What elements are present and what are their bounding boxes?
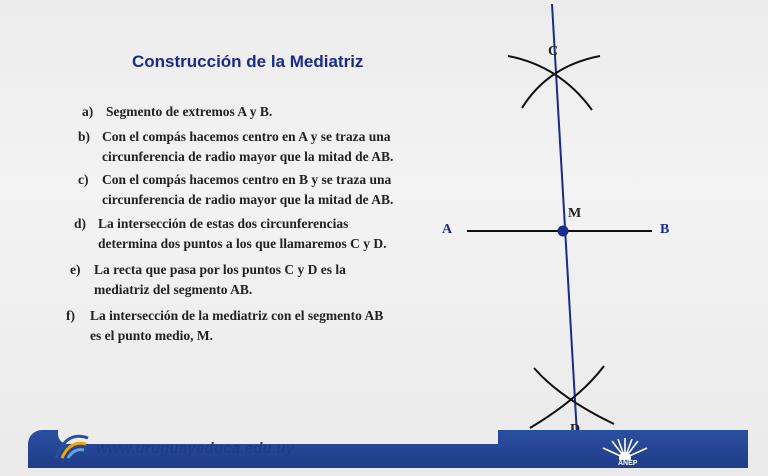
point-a-label: A (442, 222, 453, 237)
step-marker: f) (66, 308, 75, 323)
uruguayeduca-logo-icon (52, 428, 92, 462)
step-marker: c) (78, 172, 89, 187)
step-text-continued: circunferencia de radio mayor que la mitad de AB. (102, 149, 394, 164)
point-c-label: C (548, 44, 559, 59)
step-text: Segmento de extremos A y B. (106, 104, 273, 119)
step-marker: a) (82, 104, 94, 119)
point-m-label: M (568, 206, 582, 221)
footer-link[interactable]: www.uruguayeduca.edu.uy (96, 440, 295, 457)
anep-label: ANEP (618, 460, 638, 467)
step-text-continued: circunferencia de radio mayor que la mitad de AB. (102, 192, 394, 207)
step-marker: d) (74, 216, 87, 231)
slide-title: Construcción de la Mediatriz (132, 52, 364, 71)
step-text-continued: mediatriz del segmento AB. (94, 282, 253, 297)
step-text: Con el compás hacemos centro en B y se traza una (102, 172, 392, 187)
step-text-continued: determina dos puntos a los que llamaremos C y D. (98, 236, 387, 251)
arc-from-a-top (508, 56, 592, 110)
step-text: Con el compás hacemos centro en A y se traza una (102, 129, 391, 144)
step-text: La intersección de estas dos circunferencias (98, 216, 349, 231)
point-b-label: B (660, 222, 670, 237)
step-marker: e) (70, 262, 81, 277)
step-marker: b) (78, 129, 91, 144)
midpoint-m-dot (558, 226, 569, 237)
step-text: La intersección de la mediatriz con el segmento AB (90, 308, 384, 323)
anep-sun-logo-icon (598, 434, 652, 460)
step-text: La recta que pasa por los puntos C y D es la (94, 262, 346, 277)
step-text-continued: es el punto medio, M. (90, 328, 213, 343)
